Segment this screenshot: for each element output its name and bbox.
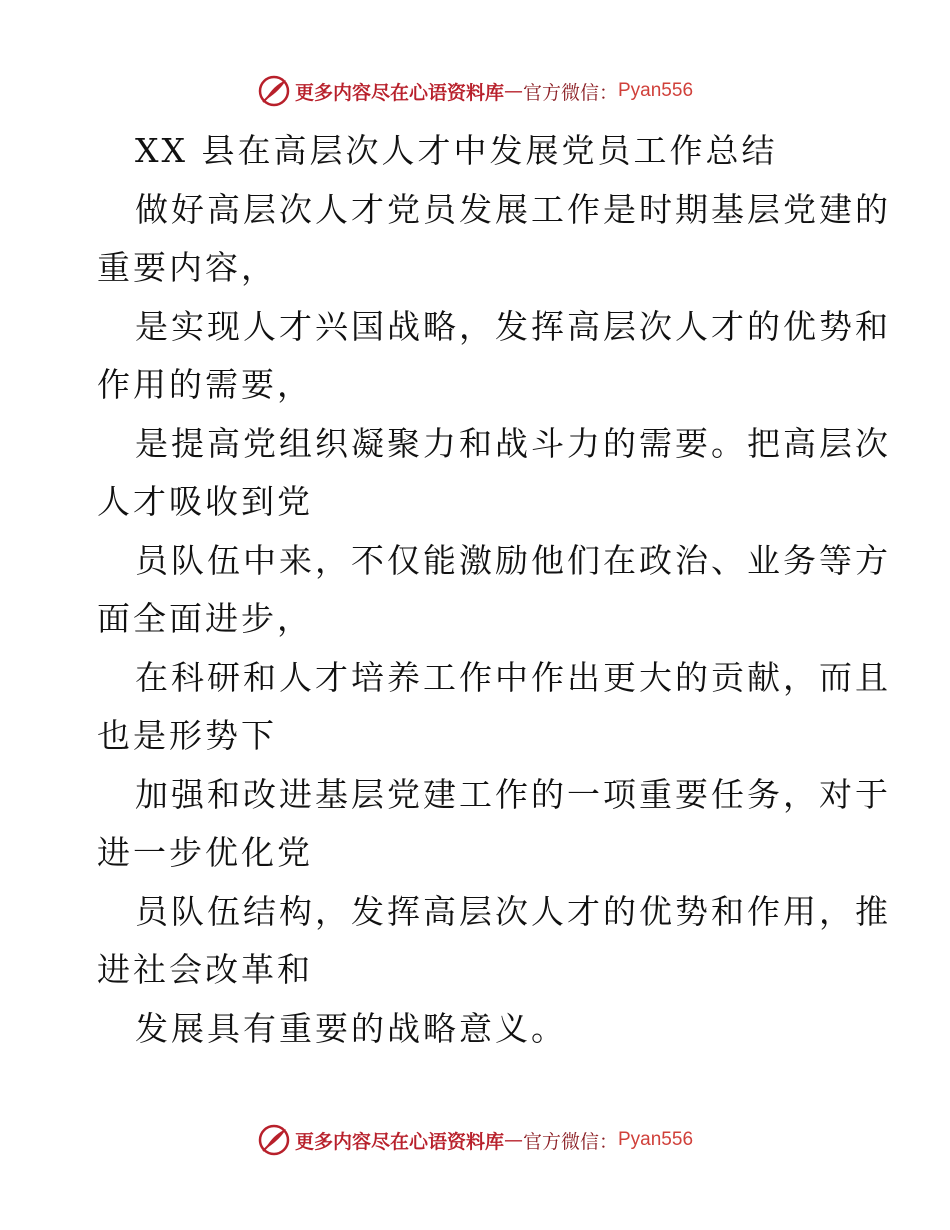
footer-watermark-banner: [0, 1120, 950, 1160]
paragraph-line: 做好高层次人才党员发展工作是时期基层党建的: [135, 189, 891, 229]
banner-wechat-handle: Pyan556: [618, 1129, 694, 1150]
banner-wechat-label: 官方微信：: [522, 81, 618, 104]
paragraph-line: 进社会改革和: [97, 950, 313, 989]
document-title: XX 县在高层次人才中发展党员工作总结: [135, 131, 778, 170]
paragraph-line: 员队伍结构，发挥高层次人才的优势和作用，推: [135, 891, 891, 931]
paragraph-line: 进一步优化党: [97, 833, 313, 872]
banner-brand-text: 更多内容尽在心语资料库: [294, 1130, 504, 1153]
feather-pen-logo-icon: [257, 74, 291, 108]
banner-wechat-handle: Pyan556: [618, 80, 694, 101]
banner-wechat-label: 官方微信：: [522, 1130, 618, 1153]
banner-separator: —: [503, 80, 523, 102]
paragraph-line: 在科研和人才培养工作中作出更大的贡献，而且: [135, 657, 891, 697]
banner-separator: —: [503, 1129, 523, 1151]
paragraph-line: 面全面进步，: [97, 599, 313, 638]
paragraph-line: 是提高党组织凝聚力和战斗力的需要。把高层次: [135, 423, 891, 463]
paragraph-line: 重要内容，: [97, 248, 277, 287]
header-watermark-banner: [0, 71, 950, 111]
paragraph-line: 人才吸收到党: [97, 482, 313, 521]
paragraph-line: 员队伍中来，不仅能激励他们在政治、业务等方: [135, 540, 891, 580]
feather-pen-logo-icon: [257, 1123, 291, 1157]
paragraph-line: 发展具有重要的战略意义。: [135, 1008, 567, 1048]
paragraph-line: 也是形势下: [97, 716, 277, 755]
document-body: [97, 122, 891, 1058]
paragraph-line: 是实现人才兴国战略，发挥高层次人才的优势和: [135, 306, 891, 346]
paragraph-line: 作用的需要，: [97, 365, 313, 404]
paragraph-line: 加强和改进基层党建工作的一项重要任务，对于: [135, 774, 891, 814]
banner-brand-text: 更多内容尽在心语资料库: [294, 81, 504, 104]
